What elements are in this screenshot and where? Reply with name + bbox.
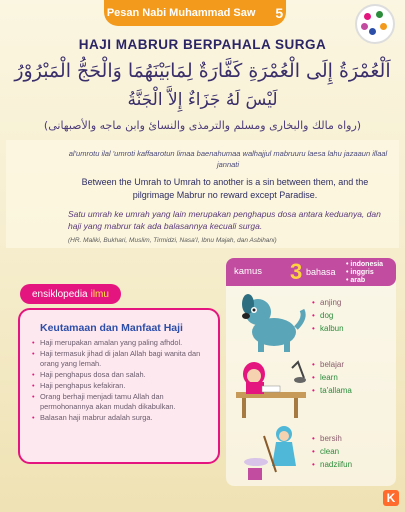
girl-studying-illustration <box>232 358 312 420</box>
arabic-hadith-source: (رواه مالك والبخارى ومسلم والترمذى والنسائ وابن ماجه والأصبهانى) <box>43 119 362 132</box>
word-arabic: • ta'allama <box>312 384 352 397</box>
list-item: • Haji penghapus dosa dan salah. <box>32 370 210 380</box>
list-item: • Balasan haji mabrur adalah surga. <box>32 413 210 423</box>
kamus-label: kamus <box>234 266 262 277</box>
kamus-number: 3 <box>290 259 303 284</box>
ensiklopedia-label: ensiklopedia <box>32 288 88 300</box>
girl-cleaning-illustration <box>240 422 310 484</box>
word-arabic: • nadziifun <box>312 458 352 471</box>
language-list: • indonesia • inggris • arab <box>346 261 384 284</box>
list-item: • Haji merupakan amalan yang paling afhdol. <box>32 338 210 348</box>
ensiklopedia-list <box>32 338 210 424</box>
bahasa-label: bahasa <box>306 267 336 277</box>
ensiklopedia-title: Keutamaan dan Manfaat Haji <box>40 322 183 334</box>
word-english: • clean <box>312 445 352 458</box>
arabic-hadith-line-2: لَيْسَ لَهُ جَزَاءٌ إِلاَّ الْجَنَّةُ <box>127 90 278 110</box>
indonesian-translation: Satu umrah ke umrah yang lain merupakan penghapus dosa antara keduanya, dan haji yang mabrur tak ada balasannya kecuali surga. <box>68 209 381 231</box>
arabic-hadith-line-1: اَلْعُمْرَةُ إِلَى الْعُمْرَةِ كَفَّارَةٌ لِمَابَيْنَهُمَا وَالْحَجُّ الْمَبْرُوْرُ <box>14 60 391 82</box>
series-title: Pesan Nabi Muhammad Saw <box>106 7 256 19</box>
kamus-group-clean <box>312 432 352 471</box>
page-header-bar <box>104 0 286 26</box>
lang-inggris: inggris <box>350 269 374 276</box>
ilmu-label: ilmu <box>90 288 109 300</box>
word-indonesia: • bersih <box>312 432 352 445</box>
word-arabic: • kalbun <box>312 322 344 335</box>
list-item: • Haji penghapus kefakiran. <box>32 381 210 391</box>
word-indonesia: • belajar <box>312 358 352 371</box>
word-english: • learn <box>312 371 352 384</box>
word-english: • dog <box>312 309 344 322</box>
hadith-source-citation: (HR. Maliki, Bukhari, Muslim, Tirmidzi, Nasa'I, Ibnu Majah, dan Asbihani) <box>68 237 277 244</box>
page-title: HAJI MABRUR BERPAHALA SURGA <box>78 37 327 52</box>
kamus-group-learn <box>312 358 352 397</box>
dog-illustration <box>240 292 308 356</box>
english-translation: Between the Umrah to Umrah to another is a sin between them, and the pilgrimage Mabrur no reward except Paradise. <box>81 177 369 200</box>
ensiklopedia-tab <box>20 284 121 304</box>
list-item: • Haji termasuk jihad di jalan Allah bagi wanita dan orang yang lemah. <box>32 349 210 369</box>
kamus-header <box>226 258 396 286</box>
lang-indonesia: indonesia <box>350 261 384 268</box>
k-brand-icon: K <box>383 490 399 506</box>
kamus-group-dog <box>312 296 344 335</box>
page-number: 5 <box>275 5 284 21</box>
transliteration-text: al'umrotu ilal 'umroti kaffaarotun limaa baenahumaa walhajjul mabruuru laesa lahu jazaaun illaal jannati <box>68 149 388 169</box>
list-item: • Orang berhaji menjadi tamu Allah dan permohonannya akan mudah dikabulkan. <box>32 392 210 412</box>
word-indonesia: • anjing <box>312 296 344 309</box>
lang-arab: arab <box>350 277 366 284</box>
